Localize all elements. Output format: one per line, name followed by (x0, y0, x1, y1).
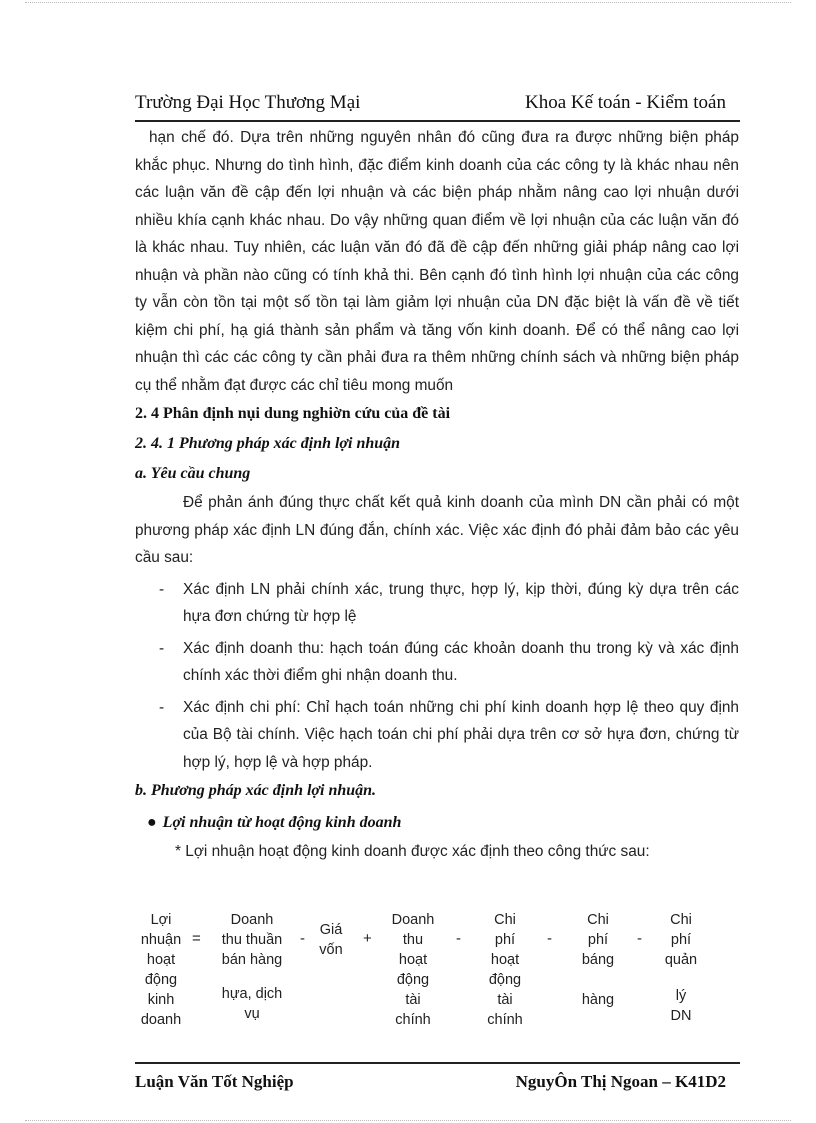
formula-term-selling-cost (570, 910, 626, 1010)
requirement-item (135, 635, 739, 690)
formula-word: vụ (244, 1006, 260, 1022)
formula-word: Giá (319, 922, 343, 938)
formula-lhs (135, 910, 187, 1030)
formula-word: bán hàng (221, 952, 283, 968)
formula-word: động (396, 972, 430, 988)
formula-term-financial-revenue (381, 910, 445, 1030)
formula-minus: - (300, 930, 305, 947)
dash-mark: - (159, 698, 165, 716)
formula-word: thu thuần (221, 932, 283, 948)
footer-author: NguyÔn Thị Ngoan – K41D2 (515, 1072, 726, 1091)
formula-plus: + (363, 930, 372, 947)
formula-word: hoạt (490, 952, 520, 968)
formula-word: phí (494, 932, 516, 948)
intro-paragraph: hạn chế đó. Dựa trên những nguyên nhân đó cũng đưa ra được những biện pháp khắc phục. Nhưng do tình hình, đặc điểm kinh doanh của các công ty là khác nhau nên các luận văn đề cập đến lợi nhuận và các biện pháp nhằm nâng cao lợi nhuận dưới nhiều khía cạnh khác nhau. Do vậy những quan điểm về lợi nhuận của các luận văn đó là khác nhau. Tuy nhiên, các luận văn đó đã đề cập đến những giải pháp nâng cao lợi nhuận và phần nào cũng có tính khả thi. Bên cạnh đó tình hình lợi nhuận của các công ty vẫn còn tồn tại một số tồn tại làm giảm lợi nhuận của DN đặc biệt là vấn đề về tiết kiệm chi phí, hạ giá thành sản phẩm và tăng vốn kinh doanh. Để có thể nâng cao lợi nhuận thì các các công ty cần phải đưa ra thêm những chính sách và những biện pháp cụ thể nhằm đạt được các chỉ tiêu mong muốn (135, 129, 739, 394)
formula-minus: - (547, 930, 552, 947)
formula-word: Chi (494, 912, 516, 928)
formula-term-admin-cost (657, 910, 705, 1026)
requirement-text: Xác định chi phí: Chỉ hạch toán những chi phí kinh doanh hợp lệ theo quy định của Bộ tài chính. Việc hạch toán chi phí phải dựa trên cơ sở hựa đơn, chứng từ hợp lý, hợp lệ và hợp pháp. (183, 698, 739, 771)
page-body (135, 124, 739, 866)
formula-word: DN (670, 1008, 692, 1024)
bullet-heading (147, 808, 739, 838)
formula-word: phí (670, 932, 692, 948)
subheading-a: a. Yêu cầu chung (135, 465, 251, 482)
section-heading-2-4: 2. 4 Phân định nụi dung nghiờn cứu của đề tài (135, 405, 451, 422)
formula-word: tài (405, 992, 421, 1008)
formula-minus: - (456, 930, 461, 947)
dash-mark: - (159, 580, 165, 598)
formula-word: phí (587, 932, 609, 948)
page-bottom-dotted-border (25, 1120, 791, 1121)
formula-word: kinh (147, 992, 175, 1008)
formula-word: Doanh (230, 912, 274, 928)
page-header (135, 92, 740, 122)
formula-word: Chi (670, 912, 692, 928)
footer-thesis-label: Luận Văn Tốt Nghiệp (135, 1072, 294, 1091)
formula-word: thu (402, 932, 424, 948)
formula-word: doanh (140, 1012, 182, 1028)
profit-formula (135, 906, 739, 1036)
formula-term-net-revenue (211, 910, 293, 1024)
requirement-item (135, 694, 739, 777)
bullet-dot-icon: ● (147, 814, 157, 831)
formula-word: tài (497, 992, 513, 1008)
paragraph-a: Để phản ánh đúng thực chất kết quả kinh doanh của mình DN cần phải có một phương pháp xác định LN đúng đắn, chính xác. Việc xác định đó phải đảm bảo các yêu cầu sau: (135, 494, 739, 566)
formula-word: chính (395, 1012, 431, 1028)
header-department: Khoa Kế toán - Kiểm toán (524, 92, 726, 113)
subheading-b: b. Phương pháp xác định lợi nhuận. (135, 782, 377, 799)
formula-word: Doanh (391, 912, 435, 928)
formula-term-financial-cost (475, 910, 535, 1030)
bullet-heading-text: Lợi nhuận từ hoạt động kinh doanh (162, 814, 402, 831)
requirement-item (135, 576, 739, 631)
section-heading-2-4-1: 2. 4. 1 Phương pháp xác định lợi nhuận (135, 435, 401, 452)
formula-word: vốn (319, 942, 343, 958)
formula-word: quản (664, 952, 698, 968)
formula-minus: - (637, 930, 642, 947)
formula-word: Lợi (150, 912, 172, 928)
page-top-dotted-border (25, 2, 791, 3)
formula-word: nhuận (140, 932, 182, 948)
formula-word: Chi (587, 912, 609, 928)
formula-intro-line: * Lợi nhuận hoạt động kinh doanh được xác định theo công thức sau: (175, 843, 650, 860)
formula-word: hàng (581, 992, 615, 1008)
header-school-name: Trường Đại Học Thương Mại (135, 92, 361, 113)
page-footer (135, 1062, 740, 1091)
formula-equals: = (192, 930, 201, 947)
formula-word: động (144, 972, 178, 988)
requirement-text: Xác định doanh thu: hạch toán đúng các khoản doanh thu trong kỳ và xác định chính xác thời điểm ghi nhận doanh thu. (183, 639, 739, 684)
formula-word: hoạt (398, 952, 428, 968)
formula-word: động (488, 972, 522, 988)
requirement-text: Xác định LN phải chính xác, trung thực, hợp lý, kịp thời, đúng kỳ dựa trên các hựa đơn chứng từ hợp lệ (183, 580, 739, 625)
formula-word: hoạt (146, 952, 176, 968)
formula-word: hựa, dịch (221, 986, 283, 1002)
formula-term-cogs (313, 920, 349, 960)
formula-word: báng (581, 952, 615, 968)
formula-word: chính (487, 1012, 523, 1028)
dash-mark: - (159, 639, 165, 657)
formula-word: lý (675, 988, 687, 1004)
